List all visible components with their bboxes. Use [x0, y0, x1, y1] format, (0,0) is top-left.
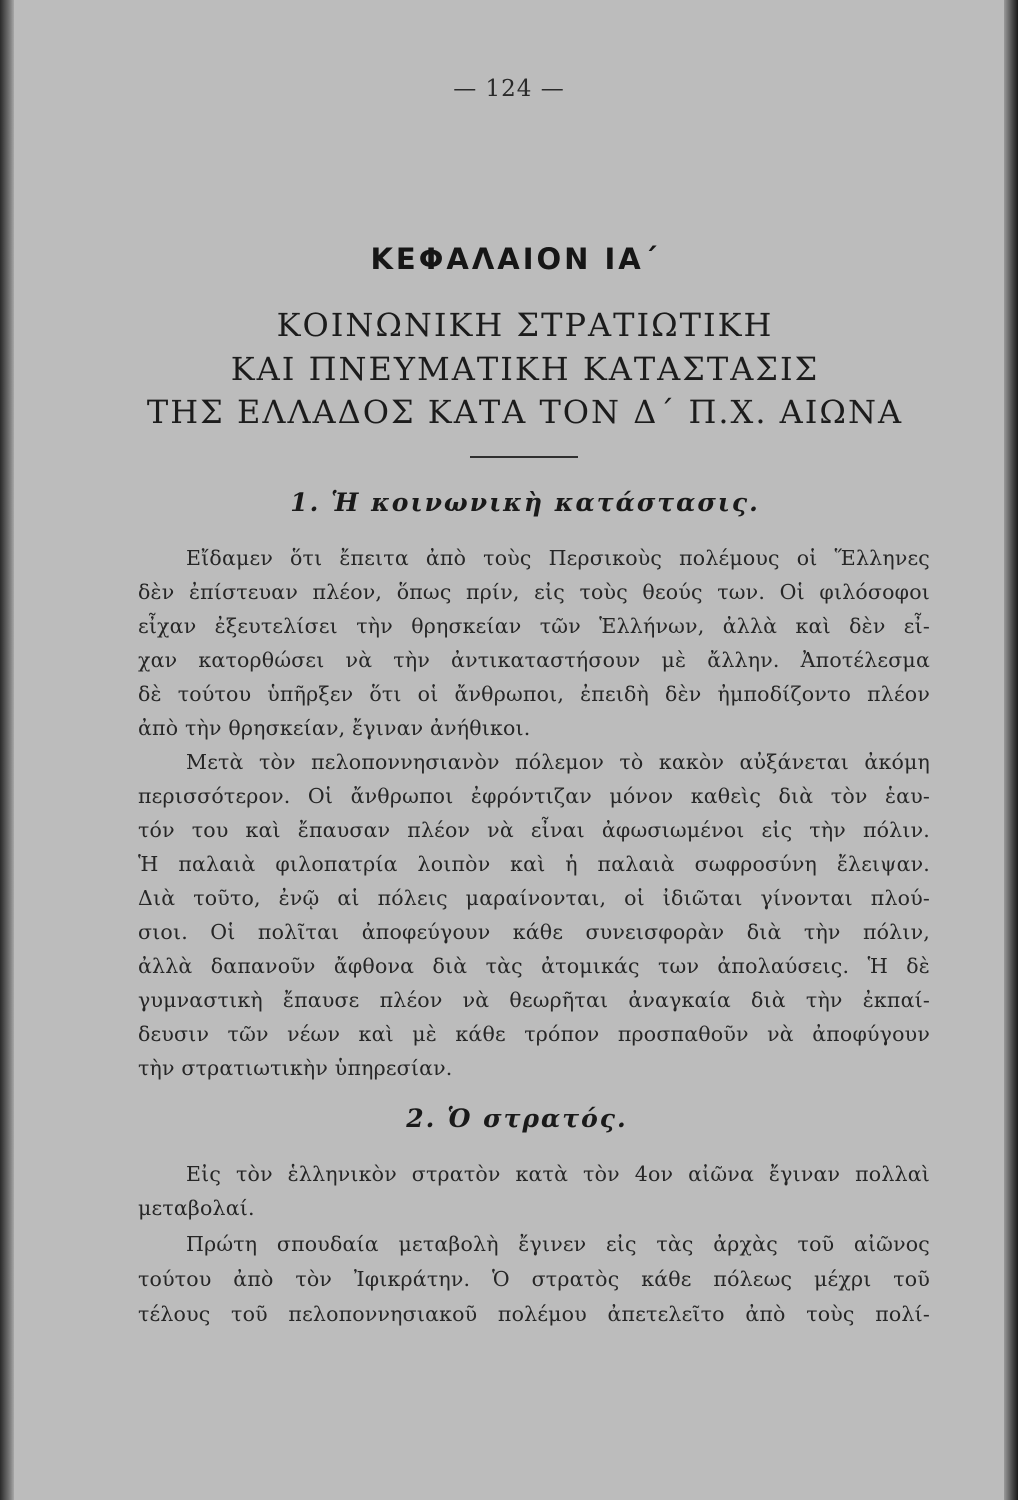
paragraph-line: δὲν ἐπίστευαν πλέον, ὅπως πρίν, εἰς τοὺς θεούς των. Οἱ φιλόσοφοι — [138, 580, 930, 604]
paragraph-line: ἀπὸ τὴν θρησκείαν, ἔγιναν ἀνήθικοι. — [138, 716, 531, 740]
paragraph-line: Εἰς τὸν ἑλληνικὸν στρατὸν κατὰ τὸν 4ον αἰῶνα ἔγιναν πολλαὶ — [186, 1162, 930, 1186]
page-edge-shadow — [1004, 0, 1018, 1500]
page-number: — 124 — — [453, 76, 565, 102]
paragraph-line: τὴν στρατιωτικὴν ὑπηρεσίαν. — [138, 1056, 453, 1080]
paragraph-line: μεταβολαί. — [138, 1196, 255, 1220]
paragraph-line: δὲ τούτου ὑπῆρξεν ὅτι οἱ ἄνθρωποι, ἐπειδὴ δὲν ἠμποδίζοντο πλέον — [138, 682, 930, 706]
chapter-title-line-3: ΤΗΣ ΕΛΛΑΔΟΣ ΚΑΤΑ ΤΟΝ Δ΄ Π.Χ. ΑΙΩΝΑ — [146, 393, 904, 431]
paragraph-line: Μετὰ τὸν πελοποννησιανὸν πόλεμον τὸ κακὸν αὐξάνεται ἀκόμη — [186, 750, 930, 774]
paragraph-line: τέλους τοῦ πελοποννησιακοῦ πολέμου ἀπετελεῖτο ἀπὸ τοὺς πολί- — [138, 1302, 930, 1326]
paragraph-line: Διὰ τοῦτο, ἐνῷ αἱ πόλεις μαραίνονται, οἱ ἰδιῶται γίνονται πλού- — [138, 886, 930, 910]
page-binding-shadow — [0, 0, 14, 1500]
section-2-heading: 2. Ὁ στρατός. — [406, 1104, 628, 1133]
paragraph-line: περισσότερον. Οἱ ἄνθρωποι ἐφρόντιζαν μόνον καθεὶς διὰ τὸν ἑαυ- — [138, 784, 930, 808]
chapter-heading: ΚΕΦΑΛΑΙΟΝ ΙΑ΄ — [370, 242, 660, 276]
paragraph-line: εἶχαν ἐξευτελίσει τὴν θρησκείαν τῶν Ἑλλήνων, ἀλλὰ καὶ δὲν εἶ- — [138, 614, 930, 638]
section-1-heading: 1. Ἡ κοινωνικὴ κατάστασις. — [290, 488, 760, 517]
paragraph-line: γυμναστικὴ ἔπαυσε πλέον νὰ θεωρῆται ἀναγκαία διὰ τὴν ἐκπαί- — [138, 988, 930, 1012]
paragraph-line: σιοι. Οἱ πολῖται ἀποφεύγουν κάθε συνεισφορὰν διὰ τὴν πόλιν, — [138, 920, 930, 944]
paragraph-line: Πρώτη σπουδαία μεταβολὴ ἔγινεν εἰς τὰς ἀρχὰς τοῦ αἰῶνος — [186, 1232, 930, 1256]
title-divider — [470, 456, 578, 458]
paragraph-line: δευσιν τῶν νέων καὶ μὲ κάθε τρόπον προσπαθοῦν νὰ ἀποφύγουν — [138, 1022, 930, 1046]
paragraph-line: ἀλλὰ δαπανοῦν ἄφθονα διὰ τὰς ἀτομικάς των ἀπολαύσεις. Ἡ δὲ — [138, 954, 930, 978]
chapter-title-line-1: ΚΟΙΝΩΝΙΚΗ ΣΤΡΑΤΙΩΤΙΚΗ — [276, 306, 774, 344]
chapter-title-line-2: ΚΑΙ ΠΝΕΥΜΑΤΙΚΗ ΚΑΤΑΣΤΑΣΙΣ — [230, 350, 820, 388]
paragraph-line: τόν του καὶ ἔπαυσαν πλέον νὰ εἶναι ἀφωσιωμένοι εἰς τὴν πόλιν. — [138, 818, 930, 842]
paragraph-line: Ἡ παλαιὰ φιλοπατρία λοιπὸν καὶ ἡ παλαιὰ σωφροσύνη ἔλειψαν. — [138, 852, 930, 876]
paragraph-line: χαν κατορθώσει νὰ τὴν ἀντικαταστήσουν μὲ ἄλλην. Ἀποτέλεσμα — [138, 648, 930, 672]
paragraph-line: Εἴδαμεν ὅτι ἔπειτα ἀπὸ τοὺς Περσικοὺς πολέμους οἱ Ἕλληνες — [186, 546, 930, 570]
paragraph-line: τούτου ἀπὸ τὸν Ἰφικράτην. Ὁ στρατὸς κάθε πόλεως μέχρι τοῦ — [138, 1267, 930, 1291]
